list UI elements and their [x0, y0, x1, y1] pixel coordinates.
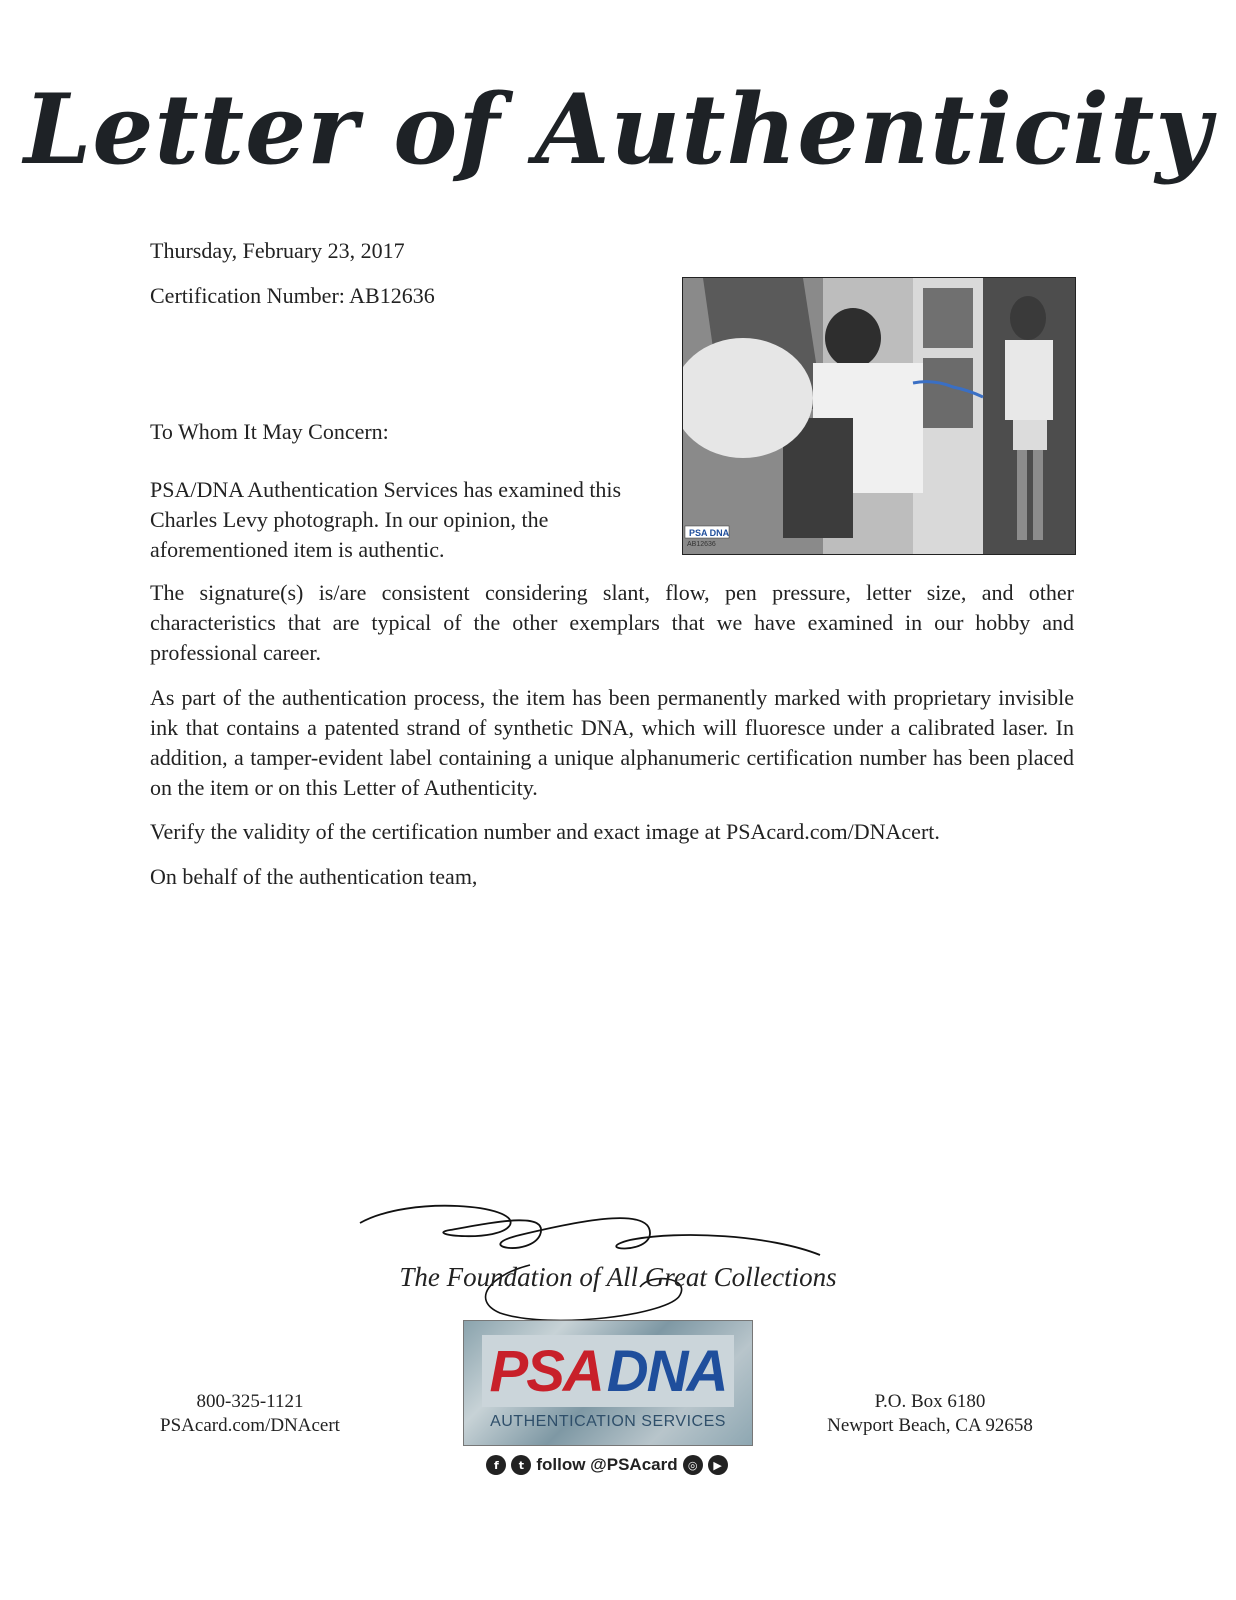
psa-dna-hologram-logo: [463, 1320, 753, 1446]
logo-subtitle: AUTHENTICATION SERVICES: [490, 1413, 726, 1430]
footer-website[interactable]: PSAcard.com/DNAcert: [160, 1415, 340, 1436]
footer-address-line2: Newport Beach, CA 92658: [827, 1415, 1033, 1436]
twitter-icon[interactable]: t: [511, 1455, 531, 1475]
salutation: To Whom It May Concern:: [150, 419, 389, 444]
footer-address-line1: P.O. Box 6180: [874, 1391, 986, 1412]
title-script-svg: [0, 48, 1236, 198]
footer-tagline: The Foundation of All Great Collections: [399, 1262, 837, 1292]
footer-phone: 800-325-1121: [196, 1391, 304, 1412]
footer-address: [820, 1390, 1040, 1438]
instagram-icon[interactable]: ◎: [683, 1455, 703, 1475]
photo-sticker-label: PSA DNA: [689, 528, 730, 538]
authenticated-photograph: [682, 277, 1076, 555]
social-follow-bar: [463, 1450, 751, 1480]
paragraph-verify: Verify the validity of the certification number and exact image at PSAcard.com/DNAcert.: [150, 819, 940, 844]
logo-dna: DNA: [606, 1338, 727, 1404]
paragraph-process: As part of the authentication process, the item has been permanently marked with proprietary invisible ink that contains a patented strand of synthetic DNA, which will fluoresce under a calibrated laser. In addition, a tamper-evident label containing a unique alphanumeric certification number has been placed on the item or on this Letter of Authenticity.: [150, 685, 1074, 800]
letter-date: Thursday, February 23, 2017: [150, 238, 405, 263]
title-text: Letter of Authenticity: [23, 73, 1213, 186]
letter-title: [0, 48, 1236, 198]
logo-psa: PSA: [489, 1338, 603, 1404]
youtube-icon[interactable]: ▶: [708, 1455, 728, 1475]
paragraph-signature: The signature(s) is/are consistent considering slant, flow, pen pressure, letter size, and other characteristics that are typical of the other exemplars that we have examined in our hobby and professional career.: [150, 580, 1074, 665]
certification-number: Certification Number: AB12636: [150, 283, 435, 308]
paragraph-examined: PSA/DNA Authentication Services has examined this Charles Levy photograph. In our opinion, the aforementioned item is authentic.: [150, 477, 622, 562]
facebook-icon[interactable]: f: [486, 1455, 506, 1475]
footer-contact: [150, 1390, 350, 1438]
social-follow-text[interactable]: follow @PSAcard: [536, 1455, 678, 1474]
photo-image: [683, 278, 1075, 554]
photo-sticker-cert: AB12636: [687, 541, 716, 548]
logo-wordmark: [482, 1335, 734, 1407]
closing-line: On behalf of the authentication team,: [150, 864, 478, 889]
